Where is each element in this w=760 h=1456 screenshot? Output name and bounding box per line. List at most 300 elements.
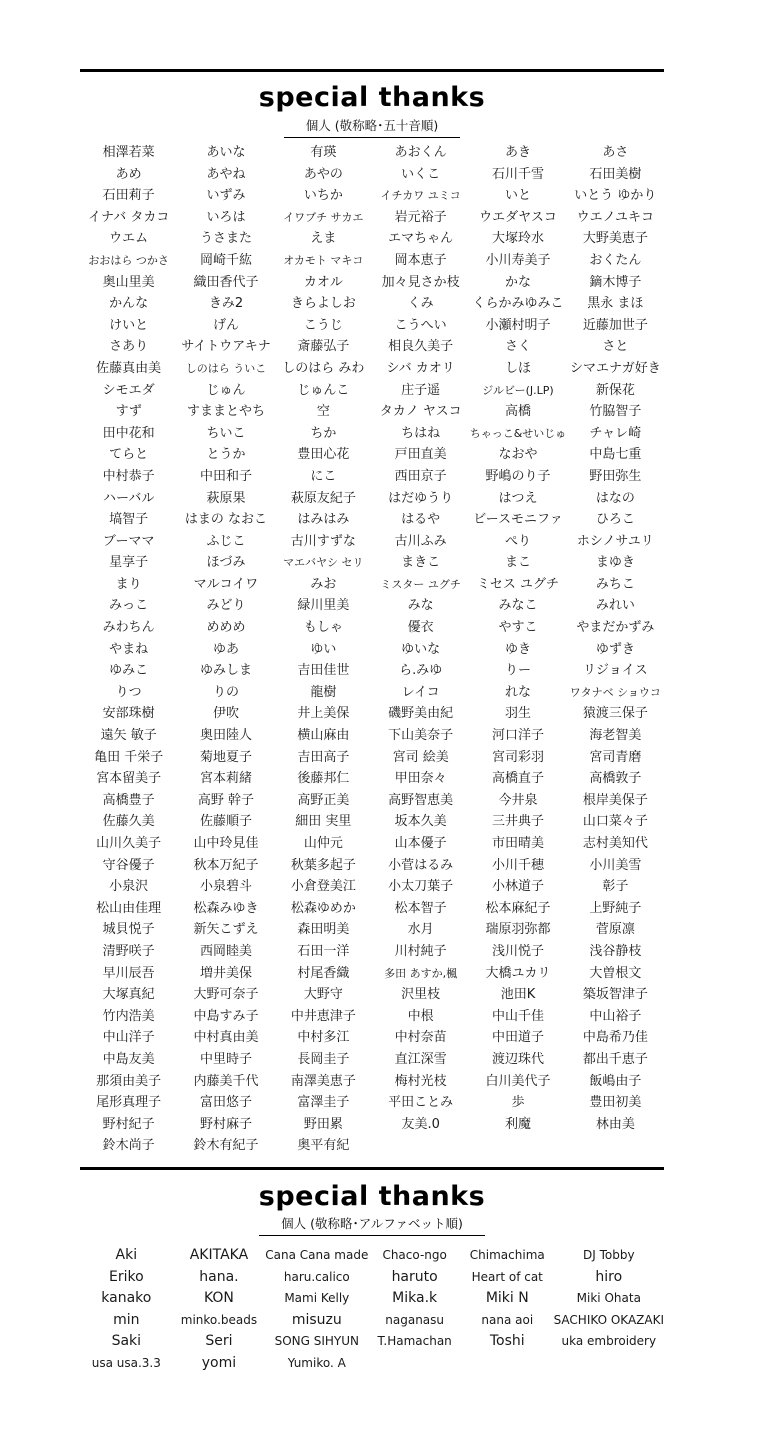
name-entry: はるや bbox=[401, 512, 441, 528]
name-entry: 相澤若菜 bbox=[102, 145, 155, 160]
name-entry: 岡本恵子 bbox=[394, 252, 447, 268]
name-entry: こうじ bbox=[303, 317, 343, 333]
name-entry: ちはね bbox=[401, 425, 441, 441]
section-title-alphabet: special thanks bbox=[258, 1181, 486, 1212]
name-entry: 田中花和 bbox=[102, 425, 155, 441]
name-entry: 岡崎千紘 bbox=[199, 252, 252, 268]
name-entry: KON bbox=[203, 1290, 234, 1307]
name-entry: 都出千恵子 bbox=[582, 1051, 648, 1067]
name-entry: 山本優子 bbox=[394, 836, 447, 851]
name-entry: 庄子遥 bbox=[401, 382, 441, 398]
name-entry: kanako bbox=[101, 1290, 152, 1307]
name-entry: いろは bbox=[206, 209, 246, 225]
name-entry: 秋本万紀子 bbox=[193, 857, 259, 873]
name-entry: ハーバル bbox=[102, 490, 155, 506]
name-entry: 富澤圭子 bbox=[297, 1095, 350, 1111]
name-entry: しほ bbox=[504, 360, 531, 376]
name-entry: 浅谷静枝 bbox=[589, 943, 642, 959]
name-entry: 黒永 まほ bbox=[587, 296, 644, 312]
name-entry: うさまた bbox=[199, 231, 252, 247]
name-entry: 高野正美 bbox=[297, 792, 350, 808]
name-entry: 中山千佳 bbox=[491, 1008, 544, 1024]
name-entry: 川村純子 bbox=[394, 943, 447, 959]
name-entry: Chimachima bbox=[469, 1248, 545, 1262]
name-entry: 中島希乃佳 bbox=[582, 1030, 648, 1046]
name-entry: あおくん bbox=[394, 145, 447, 160]
name-entry: シバ カオリ bbox=[386, 360, 455, 376]
name-entry: 後藤邦仁 bbox=[297, 771, 350, 787]
name-entry: nana aoi bbox=[481, 1312, 534, 1327]
name-entry: オカモト マキコ bbox=[283, 253, 364, 267]
name-entry: 磯野美由紀 bbox=[388, 706, 454, 722]
name-entry: みっこ bbox=[109, 598, 149, 614]
name-entry: ウエダヤスコ bbox=[479, 209, 557, 225]
name-entry: 遠矢 敏子 bbox=[100, 728, 157, 744]
name-entry: 森田明美 bbox=[297, 922, 350, 938]
name-entry: 下山美奈子 bbox=[388, 728, 454, 744]
name-entry: 中根 bbox=[407, 1008, 434, 1024]
name-entry: 早川辰吾 bbox=[102, 965, 155, 981]
name-entry: いとう ゆかり bbox=[574, 188, 657, 204]
name-entry: げん bbox=[212, 317, 239, 333]
name-entry: DJ Tobby bbox=[583, 1248, 635, 1262]
name-entry: 野田弥生 bbox=[589, 468, 642, 484]
name-entry: 小川千穂 bbox=[491, 857, 544, 873]
name-entry: なおや bbox=[498, 447, 538, 463]
name-entry: 高橋直子 bbox=[491, 771, 544, 787]
name-entry: 中里時子 bbox=[199, 1051, 252, 1067]
name-entry: まこ bbox=[504, 555, 531, 571]
name-entry: usa usa.3.3 bbox=[91, 1355, 161, 1370]
name-entry: 瑞原羽弥都 bbox=[485, 922, 551, 938]
name-entry: Aki bbox=[115, 1247, 138, 1263]
name-entry: 竹脇智子 bbox=[589, 404, 642, 420]
name-entry: 新保花 bbox=[595, 382, 635, 398]
name-entry: 野村麻子 bbox=[199, 1116, 252, 1132]
name-entry: 石田一洋 bbox=[297, 943, 350, 959]
name-entry: ちか bbox=[310, 425, 337, 441]
name-entry: 甲田奈々 bbox=[394, 771, 447, 787]
name-entry: 小菅はるみ bbox=[388, 857, 454, 873]
name-entry: めめめ bbox=[206, 620, 246, 636]
name-entry: こうへい bbox=[394, 317, 447, 333]
name-entry: 小川美雪 bbox=[589, 857, 642, 873]
name-entry: 松森みゆき bbox=[193, 900, 259, 916]
name-entry: 中山裕子 bbox=[589, 1008, 642, 1024]
section-subtitle bbox=[0, 116, 744, 138]
name-entry: 野田累 bbox=[303, 1116, 343, 1132]
name-entry: はつえ bbox=[498, 490, 538, 506]
name-entry: hiro bbox=[595, 1268, 623, 1285]
name-entry: 大塚真紀 bbox=[102, 987, 155, 1003]
name-entry: すず bbox=[115, 404, 142, 420]
name-entry: 相良久美子 bbox=[388, 339, 454, 355]
name-entry: おくたん bbox=[589, 252, 642, 268]
name-entry: 野村紀子 bbox=[102, 1116, 155, 1132]
name-entry: naganasu bbox=[385, 1312, 445, 1327]
name-entry: 塙智子 bbox=[109, 512, 149, 528]
name-entry: 佐藤順子 bbox=[199, 814, 252, 830]
name-entry: 中井恵津子 bbox=[290, 1008, 356, 1024]
name-entry: ゆい bbox=[310, 641, 337, 657]
subtitle-text-alphabet: 個人 (敬称略･アルファベット順) bbox=[259, 1214, 485, 1236]
name-entry: 鏑木博子 bbox=[589, 274, 642, 290]
name-entry: さく bbox=[504, 339, 531, 355]
name-entry: 浅川悦子 bbox=[491, 943, 544, 959]
name-entry: 有瑛 bbox=[310, 145, 337, 160]
name-entry: ゆみしま bbox=[199, 663, 252, 679]
name-entry: 坂本久美 bbox=[394, 814, 447, 830]
name-entry: 戸田直美 bbox=[394, 447, 447, 463]
name-entry: ふじこ bbox=[206, 533, 246, 549]
name-entry: 宮本留美子 bbox=[96, 771, 162, 787]
name-grid-gojuon bbox=[80, 142, 664, 1157]
name-entry: 岩元裕子 bbox=[394, 209, 447, 225]
name-entry: 中島七重 bbox=[589, 447, 642, 463]
name-entry: 大野美恵子 bbox=[582, 231, 648, 247]
name-entry: ひろこ bbox=[595, 512, 635, 528]
name-entry: 小太刀葉子 bbox=[388, 879, 454, 895]
name-entry: 石川千雪 bbox=[491, 166, 544, 182]
name-entry: ぺり bbox=[504, 533, 531, 549]
top-divider bbox=[80, 69, 664, 72]
name-entry: れな bbox=[504, 684, 531, 700]
name-entry: 今井泉 bbox=[498, 792, 538, 808]
name-entry: 那須由美子 bbox=[96, 1073, 162, 1089]
name-entry: シモエダ bbox=[102, 382, 155, 398]
name-entry: 三井典子 bbox=[491, 814, 544, 830]
name-entry: 多田 あすか,楓 bbox=[384, 966, 458, 980]
name-entry: ら.みゆ bbox=[399, 663, 443, 679]
name-entry: 石田莉子 bbox=[102, 188, 155, 204]
name-entry: 古川すずな bbox=[290, 533, 356, 549]
name-entry: まり bbox=[115, 576, 142, 592]
name-entry: 小泉碧斗 bbox=[199, 879, 252, 895]
name-entry: 大野守 bbox=[303, 987, 343, 1003]
name-entry: まきこ bbox=[401, 555, 441, 571]
name-entry: Mika.k bbox=[392, 1290, 438, 1307]
name-entry: 飯嶋由子 bbox=[589, 1073, 642, 1089]
name-entry: ジルビー(J.LP) bbox=[482, 383, 554, 397]
name-entry: uka embroidery bbox=[561, 1334, 657, 1349]
name-entry: ミセス ユグチ bbox=[476, 576, 560, 592]
name-entry: まゆき bbox=[595, 555, 635, 571]
name-entry: 秋葉多起子 bbox=[290, 857, 356, 873]
name-entry: 奥平有紀 bbox=[297, 1138, 350, 1154]
name-entry: AKITAKA bbox=[189, 1247, 249, 1263]
name-entry: みわちん bbox=[102, 620, 155, 636]
name-entry: 空 bbox=[316, 404, 330, 420]
name-entry: 利魔 bbox=[504, 1116, 531, 1132]
name-entry: いくこ bbox=[401, 166, 441, 182]
name-entry: すままとやち bbox=[186, 404, 265, 420]
name-entry: りつ bbox=[115, 684, 142, 700]
name-entry: くらかみゆみこ bbox=[472, 296, 564, 312]
name-entry: hana. bbox=[199, 1268, 239, 1285]
name-entry: ホシノサユリ bbox=[576, 533, 654, 549]
name-entry: きらよしお bbox=[290, 296, 356, 312]
name-entry: 守谷優子 bbox=[102, 857, 155, 873]
name-entry: ゆみこ bbox=[109, 663, 149, 679]
name-entry: 猿渡三保子 bbox=[582, 706, 648, 722]
name-entry: 山川久美子 bbox=[96, 836, 162, 851]
name-entry: 松本麻紀子 bbox=[485, 900, 551, 916]
name-entry: ビースモニファ bbox=[473, 512, 563, 528]
name-entry: Yumiko. A bbox=[287, 1355, 346, 1370]
name-entry: 林由美 bbox=[595, 1116, 635, 1132]
name-entry: 横山麻由 bbox=[297, 728, 350, 744]
name-entry: 内藤美千代 bbox=[193, 1073, 259, 1089]
name-entry: 斎藤弘子 bbox=[297, 339, 350, 355]
name-entry: 菊地夏子 bbox=[199, 749, 252, 765]
name-entry: イチカワ ユミコ bbox=[380, 189, 461, 203]
name-entry: 安部珠樹 bbox=[102, 706, 155, 722]
name-entry: ゆあ bbox=[212, 641, 239, 657]
name-entry: Heart of cat bbox=[471, 1269, 543, 1284]
name-entry: 高野 幹子 bbox=[197, 792, 255, 808]
middle-divider bbox=[80, 1167, 664, 1170]
name-entry: さあり bbox=[109, 339, 149, 355]
name-entry: りー bbox=[504, 663, 531, 679]
name-entry: 大曽根文 bbox=[589, 965, 642, 981]
name-entry: みちこ bbox=[595, 576, 635, 592]
name-entry: きみ2 bbox=[208, 296, 244, 312]
name-entry: 高橋 bbox=[504, 404, 531, 420]
name-entry: min bbox=[113, 1311, 140, 1328]
name-entry: やまだかずみ bbox=[576, 620, 655, 636]
name-entry: りの bbox=[212, 684, 239, 700]
name-entry: 小林道子 bbox=[491, 879, 544, 895]
name-entry: 緑川里美 bbox=[297, 598, 350, 614]
name-entry: 中村真由美 bbox=[193, 1030, 259, 1046]
name-entry: 吉田高子 bbox=[297, 749, 350, 765]
name-entry: 水月 bbox=[407, 922, 434, 938]
name-entry: かんな bbox=[109, 296, 149, 312]
name-entry: 井上美保 bbox=[297, 706, 350, 722]
name-entry: 大塚玲水 bbox=[491, 231, 544, 247]
name-entry: えま bbox=[310, 231, 337, 247]
name-entry: 沢里枝 bbox=[401, 987, 441, 1003]
name-entry: 細田 実里 bbox=[295, 814, 352, 830]
name-entry: シマエナガ好き bbox=[569, 360, 661, 376]
name-entry: やまね bbox=[109, 641, 149, 657]
name-entry: 南澤美恵子 bbox=[290, 1073, 356, 1089]
name-entry: イワブチ サカエ bbox=[283, 210, 364, 224]
name-entry: 近藤加世子 bbox=[582, 317, 648, 333]
name-entry: やすこ bbox=[498, 620, 538, 636]
subtitle-text: 個人 (敬称略･五十音順) bbox=[284, 116, 460, 138]
section-subtitle-alphabet bbox=[0, 1214, 744, 1236]
name-entry: T.Hamachan bbox=[377, 1334, 452, 1349]
section-title: special thanks bbox=[258, 82, 486, 113]
name-entry: 山口菜々子 bbox=[582, 814, 648, 830]
name-entry: かな bbox=[504, 274, 531, 290]
name-entry: 中山洋子 bbox=[102, 1030, 155, 1046]
name-entry: Seri bbox=[205, 1333, 233, 1350]
name-entry: 清野咲子 bbox=[102, 943, 155, 959]
name-entry: いちか bbox=[303, 188, 343, 204]
name-entry: 梅村光枝 bbox=[394, 1073, 447, 1089]
name-entry: ちいこ bbox=[206, 425, 246, 441]
name-entry: 歩 bbox=[511, 1095, 525, 1111]
name-entry: 宮本莉緒 bbox=[199, 771, 252, 787]
name-entry: みな bbox=[407, 598, 434, 614]
name-entry: 宮司 絵美 bbox=[392, 749, 449, 765]
name-entry: あやの bbox=[303, 166, 343, 182]
name-entry: SACHIKO OKAZAKI bbox=[553, 1312, 664, 1327]
name-entry: 中村多江 bbox=[297, 1030, 350, 1046]
name-entry: 佐藤久美 bbox=[102, 814, 155, 830]
name-entry: さと bbox=[602, 339, 629, 355]
name-entry: 奥山里美 bbox=[102, 274, 155, 290]
name-entry: 松山由佳理 bbox=[96, 900, 162, 916]
name-entry: 山中玲見佳 bbox=[193, 836, 259, 851]
name-entry: Chaco-ngo bbox=[382, 1248, 447, 1262]
name-entry: いずみ bbox=[206, 188, 246, 204]
name-entry: 中村奈苗 bbox=[394, 1030, 447, 1046]
name-entry: はなの bbox=[595, 490, 635, 506]
name-entry: 中島友美 bbox=[102, 1051, 155, 1067]
name-entry: SONG SIHYUN bbox=[274, 1334, 359, 1349]
name-entry: 羽生 bbox=[504, 706, 531, 722]
name-entry: タカノ ヤスコ bbox=[379, 404, 462, 420]
name-entry: ゆずき bbox=[595, 641, 635, 657]
name-entry: Miki Ohata bbox=[576, 1291, 641, 1306]
name-entry: いと bbox=[504, 188, 531, 204]
name-entry: 友美.0 bbox=[401, 1116, 440, 1132]
name-entry: にこ bbox=[310, 468, 337, 484]
name-entry: 市田晴美 bbox=[491, 836, 544, 851]
name-entry: しのはら みわ bbox=[282, 360, 365, 376]
name-entry: 上野純子 bbox=[589, 900, 642, 916]
name-entry: Mami Kelly bbox=[284, 1291, 350, 1306]
name-entry: 平田ことみ bbox=[388, 1095, 454, 1111]
name-entry: はだゆうり bbox=[388, 490, 454, 506]
name-entry: エマちゃん bbox=[388, 231, 454, 247]
name-entry: 菅原凛 bbox=[595, 922, 635, 938]
name-entry: 小倉登美江 bbox=[290, 879, 356, 895]
name-entry: 佐藤真由美 bbox=[96, 360, 162, 376]
name-entry: 小泉沢 bbox=[109, 879, 149, 895]
name-entry: 豊田心花 bbox=[297, 447, 350, 463]
name-entry: 松本智子 bbox=[394, 900, 447, 916]
name-entry: 鈴木尚子 bbox=[102, 1138, 155, 1154]
name-entry: 龍樹 bbox=[310, 684, 337, 700]
name-entry: しのはら ういこ bbox=[185, 361, 267, 375]
name-entry: おおはら つかさ bbox=[88, 253, 169, 267]
name-entry: ウエノユキコ bbox=[576, 209, 654, 225]
name-entry: みお bbox=[310, 576, 337, 592]
name-entry: 萩原果 bbox=[206, 490, 246, 506]
name-entry: 宮司彩羽 bbox=[491, 749, 544, 765]
name-entry: 富田悠子 bbox=[199, 1095, 252, 1111]
name-entry: 西田京子 bbox=[394, 468, 447, 484]
name-entry: はみはみ bbox=[297, 512, 350, 528]
name-entry: とうか bbox=[206, 447, 246, 463]
name-entry: 古川ふみ bbox=[394, 533, 447, 549]
name-entry: 優衣 bbox=[407, 620, 434, 636]
name-entry: 奥田陸人 bbox=[199, 728, 252, 744]
name-entry: haruto bbox=[391, 1268, 438, 1285]
name-entry: 萩原友紀子 bbox=[290, 490, 356, 506]
name-entry: みどり bbox=[206, 598, 246, 614]
name-entry: ブーママ bbox=[102, 533, 155, 549]
name-entry: ゆいな bbox=[401, 641, 441, 657]
name-entry: ミスター ユグチ bbox=[380, 577, 461, 591]
name-entry: 豊田初美 bbox=[589, 1095, 642, 1111]
name-entry: リジョイス bbox=[583, 663, 648, 679]
name-entry: 西岡睦美 bbox=[199, 943, 252, 959]
name-entry: 野嶋のり子 bbox=[485, 468, 551, 484]
name-entry: もしゃ bbox=[303, 620, 343, 636]
name-entry: 小川寿美子 bbox=[485, 252, 551, 268]
name-entry: 高橋敦子 bbox=[589, 771, 642, 787]
name-entry: 海老智美 bbox=[589, 728, 642, 744]
name-entry: ワタナベ ショウコ bbox=[569, 685, 661, 699]
name-entry: てらと bbox=[109, 447, 149, 463]
name-entry: 直江深雪 bbox=[394, 1051, 447, 1067]
name-entry: じゅん bbox=[206, 382, 246, 398]
name-entry: 竹内浩美 bbox=[102, 1008, 155, 1024]
name-entry: 高野智恵美 bbox=[388, 792, 454, 808]
name-entry: 小瀬村明子 bbox=[485, 317, 551, 333]
name-entry: 山仲元 bbox=[303, 836, 343, 851]
name-entry: misuzu bbox=[291, 1311, 342, 1328]
name-entry: ゆき bbox=[504, 641, 531, 657]
name-entry: 吉田佳世 bbox=[297, 663, 350, 679]
name-entry: 尾形真理子 bbox=[96, 1095, 162, 1111]
name-entry: 宮司青磨 bbox=[589, 749, 642, 765]
name-entry: あめ bbox=[115, 166, 142, 182]
name-entry: Miki N bbox=[485, 1290, 529, 1307]
name-entry: 星享子 bbox=[109, 555, 149, 571]
name-entry: haru.calico bbox=[283, 1269, 350, 1284]
name-entry: じゅんこ bbox=[297, 382, 350, 398]
name-entry: 大橋ユカリ bbox=[485, 965, 551, 981]
name-entry: あさ bbox=[602, 145, 629, 160]
name-entry: 松森ゆめか bbox=[290, 900, 356, 916]
name-entry: Eriko bbox=[108, 1268, 144, 1285]
name-entry: あき bbox=[504, 145, 531, 160]
name-entry: 中島すみ子 bbox=[193, 1008, 259, 1024]
name-entry: 村尾香織 bbox=[297, 965, 350, 981]
name-entry: Toshi bbox=[489, 1333, 525, 1350]
name-entry: ちゃっこ&せいじゅ bbox=[469, 426, 567, 440]
name-entry: 渡辺珠代 bbox=[491, 1051, 544, 1067]
name-entry: 大野可奈子 bbox=[193, 987, 259, 1003]
name-entry: 中田道子 bbox=[491, 1030, 544, 1046]
name-entry: はまの なおこ bbox=[184, 512, 268, 528]
name-entry: ほづみ bbox=[206, 555, 246, 571]
name-entry: 中田和子 bbox=[199, 468, 252, 484]
name-entry: 伊吹 bbox=[212, 706, 239, 722]
name-entry: あいな bbox=[206, 145, 246, 160]
name-entry: 長岡圭子 bbox=[297, 1051, 350, 1067]
name-entry: サイトウアキナ bbox=[181, 339, 271, 355]
name-entry: マルコイワ bbox=[193, 576, 259, 592]
name-entry: 彰子 bbox=[602, 879, 629, 895]
name-entry: Cana Cana made bbox=[265, 1248, 369, 1262]
name-entry: 築坂智津子 bbox=[582, 987, 648, 1003]
name-entry: くみ bbox=[407, 296, 434, 312]
name-entry: けいと bbox=[109, 317, 149, 333]
name-entry: ウエム bbox=[109, 231, 149, 247]
name-entry: 織田香代子 bbox=[193, 274, 259, 290]
name-entry: カオル bbox=[303, 274, 343, 290]
name-entry: 亀田 千栄子 bbox=[94, 749, 164, 765]
name-entry: イナバ タカコ bbox=[87, 209, 170, 225]
name-entry: 高橋豊子 bbox=[102, 792, 155, 808]
